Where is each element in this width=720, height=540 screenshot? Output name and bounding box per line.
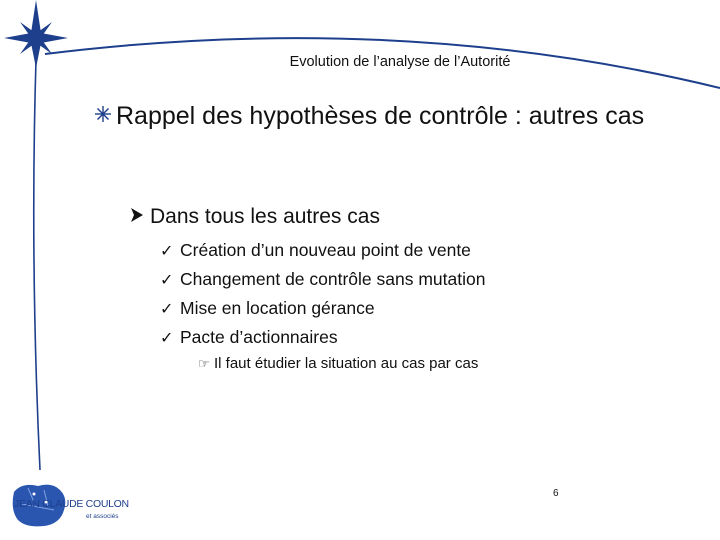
checkmark-icon: ✓ [160,243,174,260]
list-item [160,269,485,290]
slide-header-title: Evolution de l’analyse de l’Autorité [289,54,511,70]
logo-tagline: et associés [86,513,119,520]
list-item-text: Pacte d’actionnaires [180,327,338,347]
logo-name: JEAN CLAUDE COULON [14,498,129,510]
main-bullet-text: Rappel des hypothèses de contrôle : autres cas [116,102,645,130]
main-bullet [93,100,683,133]
checkmark-icon: ✓ [160,272,174,289]
pointing-hand-icon: ☞ [198,356,210,371]
star-bullet-icon [93,104,113,124]
list-item [160,327,338,348]
arrow-bullet-icon [130,207,144,223]
conclusion-bullet [198,355,478,372]
list-item-text: Mise en location gérance [180,298,375,318]
list-item-text: Changement de contrôle sans mutation [180,269,486,289]
sub-bullet [130,205,380,229]
left-vertical-line [34,60,40,470]
list-item-text: Création d’un nouveau point de vente [180,240,471,260]
conclusion-text: Il faut étudier la situation au cas par cas [214,355,479,372]
list-item [160,240,471,261]
sub-bullet-text: Dans tous les autres cas [150,205,380,228]
page-number: 6 [553,488,559,499]
checkmark-icon: ✓ [160,330,174,347]
list-item [160,298,375,319]
checkmark-icon: ✓ [160,301,174,318]
